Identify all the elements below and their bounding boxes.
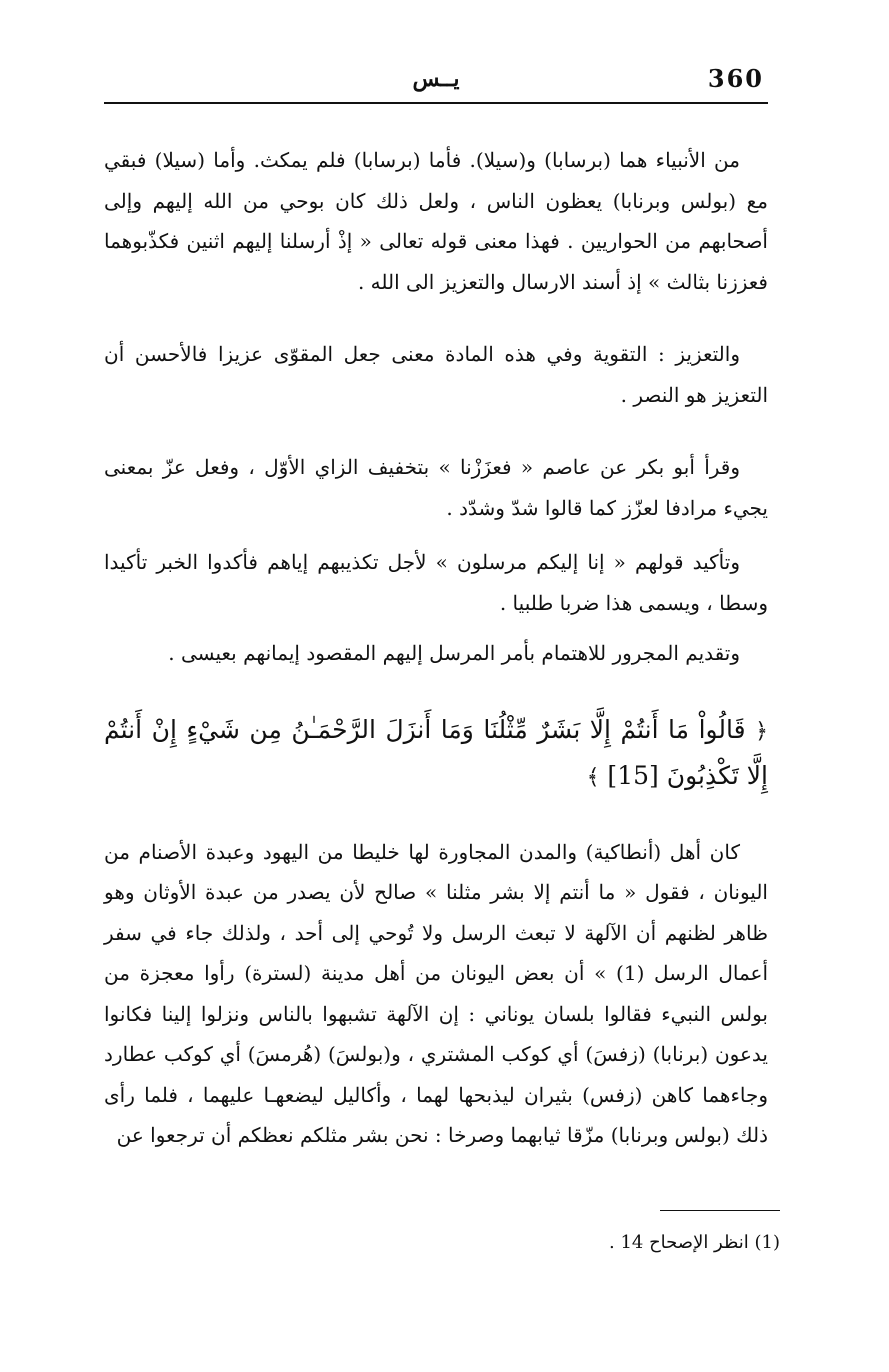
paragraph: وقرأ أبو بكر عن عاصم « فعزَزْنا » بتخفيف الزاي الأوّل ، وفعل عزّ بمعنى يجيء مرادفا لعزّز كما قالوا شدّ وشدّد .	[104, 455, 768, 520]
main-text	[104, 140, 768, 1156]
paragraph: والتعزيز : التقوية وفي هذه المادة معنى جعل المقوّى عزيزا فالأحسن أن التعزيز هو النصر .	[104, 342, 768, 407]
page-header	[104, 62, 768, 102]
verse-open-bracket: ﴿	[755, 718, 768, 744]
quran-verse	[104, 708, 768, 800]
running-title: يــس	[412, 66, 460, 92]
verse-number: [15]	[607, 760, 659, 790]
verse-close-bracket: ﴾	[586, 764, 600, 790]
paragraph: وتأكيد قولهم « إنا إليكم مرسلون » لأجل تكذيبهم إياهم فأكدوا الخبر تأكيدا وسطا ، ويسمى هذا ضربا طلبيا .	[104, 550, 768, 615]
paragraph: وتقديم المجرور للاهتمام بأمر المرسل إليهم المقصود إيمانهم بعيسى .	[168, 641, 740, 665]
page-number: 360	[707, 64, 764, 93]
footnote-rule	[660, 1210, 780, 1211]
verse-text: قَالُواْ مَا أَنتُمْ إِلَّا بَشَرٌ مِّثْلُنَا وَمَا أَنزَلَ الرَّحْمَـٰنُ مِن شَيْءٍ إِنْ أَنتُمْ إِلَّا تَكْذِبُونَ	[104, 714, 768, 790]
paragraph: من الأنبياء هما (برسابا) و(سيلا). فأما (برسابا) فلم يمكث. وأما (سيلا) فبقي مع (بولس وبرنابا) يعظون الناس ، ولعل ذلك كان بوحي من الله إليهم وإلى أصحابهم من الحواريين . فهذا معنى قوله تعالى « إذْ أرسلنا إليهم اثنين فكذّبوهما فعززنا بثالث » إذ أسند الارسال والتعزيز الى الله .	[104, 148, 768, 294]
commentary-paragraph: كان أهل (أنطاكية) والمدن المجاورة لها خليطا من اليهود وعبدة الأصنام من اليونان ، فقول « ما أنتم إلا بشر مثلنا » صالح لأن يصدر من عبدة الأوثان وهو ظاهر لظنهم أن الآلهة لا تبعث الرسل ولا تُوحي إلى أحد ، ولذلك جاء في سفر أعمال الرسل (1) » أن بعض اليونان من أهل مدينة (لسترة) رأوا معجزة من بولس النبيء فقالوا بلسان يوناني : إن الآلهة تشبهوا بالناس ونزلوا إلينا فكانوا يدعون (برنابا) (زفسَ) أي كوكب المشتري ، و(بولسَ) (هُرمسَ) أي كوكب عطارد وجاءهما كاهن (زفس) بثيران ليذبحها لهما ، وأكاليل ليضعهـا عليهما ، فلما رأى ذلك (بولس وبرنابا) مزّقا ثيابهما وصرخا : نحن بشر مثلكم نعظكم أن ترجعوا عن	[104, 839, 768, 1147]
footnote: (1) انظر الإصحاح 14 .	[608, 1232, 780, 1253]
header-rule	[104, 102, 768, 104]
